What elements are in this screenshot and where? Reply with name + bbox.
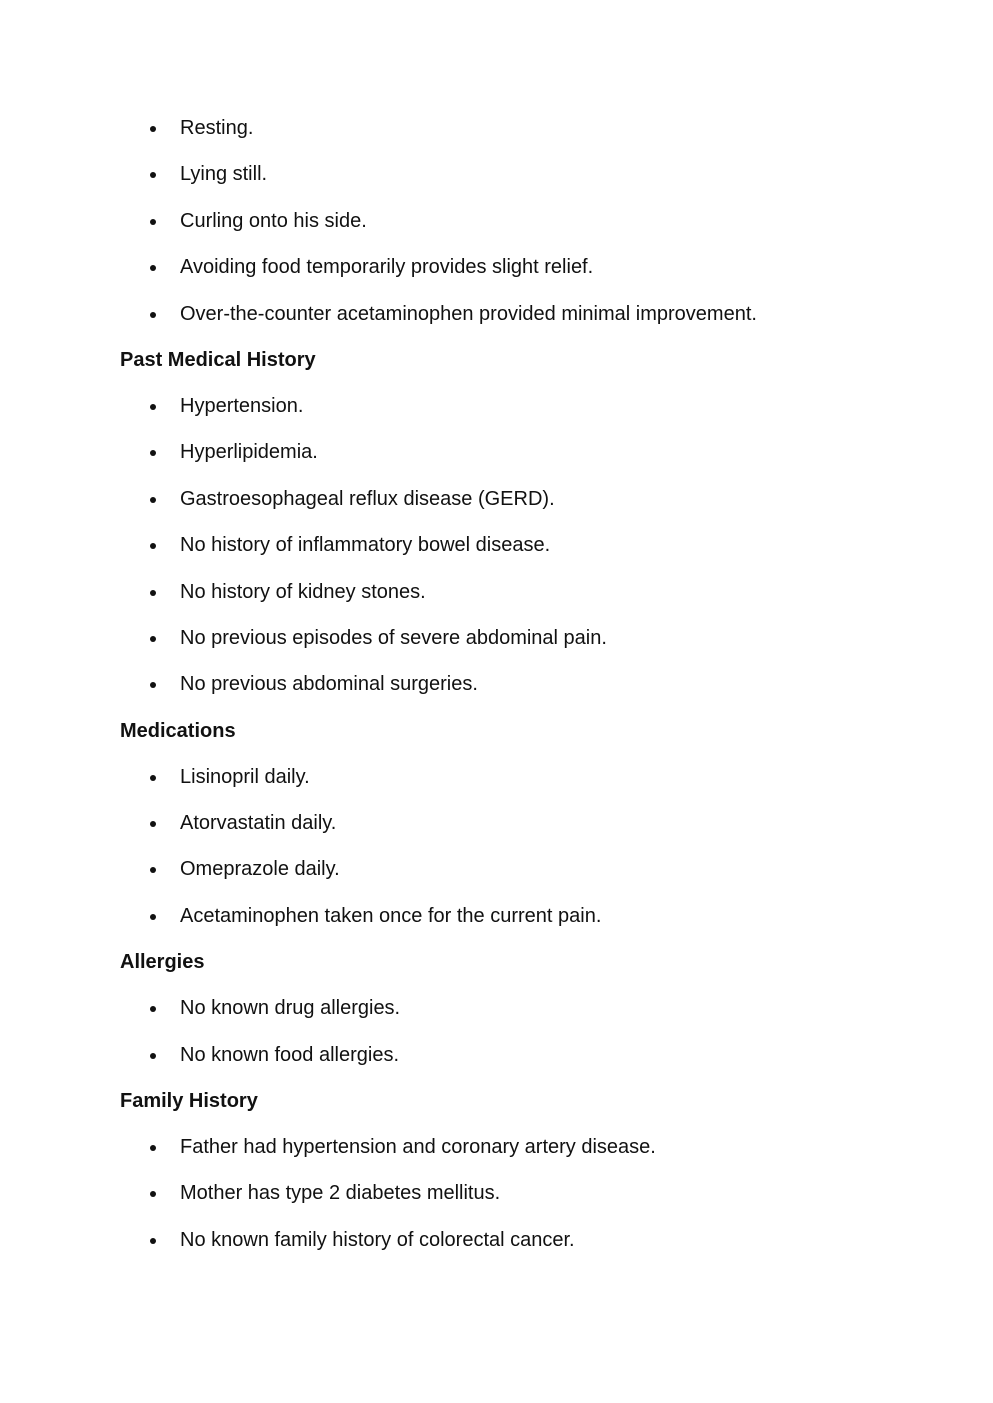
bullet-icon bbox=[150, 312, 156, 318]
section-heading: Medications bbox=[120, 719, 236, 742]
list-item bbox=[120, 580, 880, 604]
list-item bbox=[120, 533, 880, 557]
list-item-text: No known food allergies. bbox=[180, 1043, 400, 1066]
bullet-icon bbox=[150, 497, 156, 503]
list-item bbox=[120, 857, 880, 881]
past-medical-history-section bbox=[120, 348, 880, 696]
list-item-text: Over-the-counter acetaminophen provided minimal improvement. bbox=[180, 302, 757, 325]
bullet-icon bbox=[150, 1145, 156, 1151]
bullet-icon bbox=[150, 1053, 156, 1059]
list-item-text: Mother has type 2 diabetes mellitus. bbox=[180, 1182, 501, 1205]
bullet-icon bbox=[150, 682, 156, 688]
list-item bbox=[120, 811, 880, 835]
document-content bbox=[120, 116, 880, 1274]
allergies-list bbox=[120, 996, 880, 1066]
list-item bbox=[120, 672, 880, 696]
bullet-icon bbox=[150, 775, 156, 781]
list-item-text: Gastroesophageal reflux disease (GERD). bbox=[180, 487, 555, 510]
bullet-icon bbox=[150, 821, 156, 827]
list-item-text: No known drug allergies. bbox=[180, 997, 401, 1020]
list-item-text: Hyperlipidemia. bbox=[180, 441, 318, 464]
list-item bbox=[120, 440, 880, 464]
list-item-text: Resting. bbox=[180, 117, 254, 139]
bullet-icon bbox=[150, 1238, 156, 1244]
bullet-icon bbox=[150, 867, 156, 873]
list-item-text: Acetaminophen taken once for the current pain. bbox=[180, 904, 602, 927]
medications-list bbox=[120, 765, 880, 928]
bullet-icon bbox=[150, 450, 156, 456]
list-item bbox=[120, 255, 880, 279]
allergies-section bbox=[120, 950, 880, 1066]
list-item-text: Lying still. bbox=[180, 163, 268, 186]
list-item bbox=[120, 1135, 880, 1159]
list-item-text: Atorvastatin daily. bbox=[180, 812, 337, 835]
list-item bbox=[120, 1181, 880, 1205]
section-heading: Past Medical History bbox=[120, 348, 316, 371]
section-heading: Family History bbox=[120, 1090, 258, 1113]
list-item-text: No history of kidney stones. bbox=[180, 580, 426, 603]
bullet-icon bbox=[150, 543, 156, 549]
family-history-list bbox=[120, 1135, 880, 1252]
list-item bbox=[120, 904, 880, 928]
list-item-text: Lisinopril daily. bbox=[180, 765, 310, 788]
list-item-text: No known family history of colorectal cancer. bbox=[180, 1228, 575, 1251]
list-item bbox=[120, 626, 880, 650]
list-item-text: Hypertension. bbox=[180, 394, 304, 417]
list-item bbox=[120, 765, 880, 789]
list-item bbox=[120, 1228, 880, 1252]
medications-section bbox=[120, 719, 880, 928]
relief-factors-section bbox=[120, 116, 880, 326]
list-item-text: No previous abdominal surgeries. bbox=[180, 673, 478, 696]
list-item bbox=[120, 302, 880, 326]
relief-factors-list bbox=[120, 116, 880, 326]
list-item-text: No previous episodes of severe abdominal pain. bbox=[180, 626, 607, 649]
bullet-icon bbox=[150, 404, 156, 410]
list-item bbox=[120, 116, 880, 140]
bullet-icon bbox=[150, 914, 156, 920]
list-item bbox=[120, 162, 880, 186]
bullet-icon bbox=[150, 219, 156, 225]
list-item bbox=[120, 394, 880, 418]
section-heading: Allergies bbox=[120, 951, 205, 974]
list-item bbox=[120, 487, 880, 511]
bullet-icon bbox=[150, 172, 156, 178]
bullet-icon bbox=[150, 1006, 156, 1012]
list-item-text: Omeprazole daily. bbox=[180, 858, 340, 881]
bullet-icon bbox=[150, 590, 156, 596]
list-item-text: Curling onto his side. bbox=[180, 209, 367, 232]
list-item-text: Avoiding food temporarily provides slight relief. bbox=[180, 256, 594, 279]
past-medical-history-list bbox=[120, 394, 880, 696]
bullet-icon bbox=[150, 1191, 156, 1197]
bullet-icon bbox=[150, 126, 156, 132]
list-item bbox=[120, 996, 880, 1020]
list-item-text: No history of inflammatory bowel disease. bbox=[180, 534, 551, 557]
bullet-icon bbox=[150, 265, 156, 271]
list-item-text: Father had hypertension and coronary artery disease. bbox=[180, 1136, 656, 1159]
family-history-section bbox=[120, 1089, 880, 1252]
list-item bbox=[120, 1043, 880, 1067]
bullet-icon bbox=[150, 636, 156, 642]
list-item bbox=[120, 209, 880, 233]
